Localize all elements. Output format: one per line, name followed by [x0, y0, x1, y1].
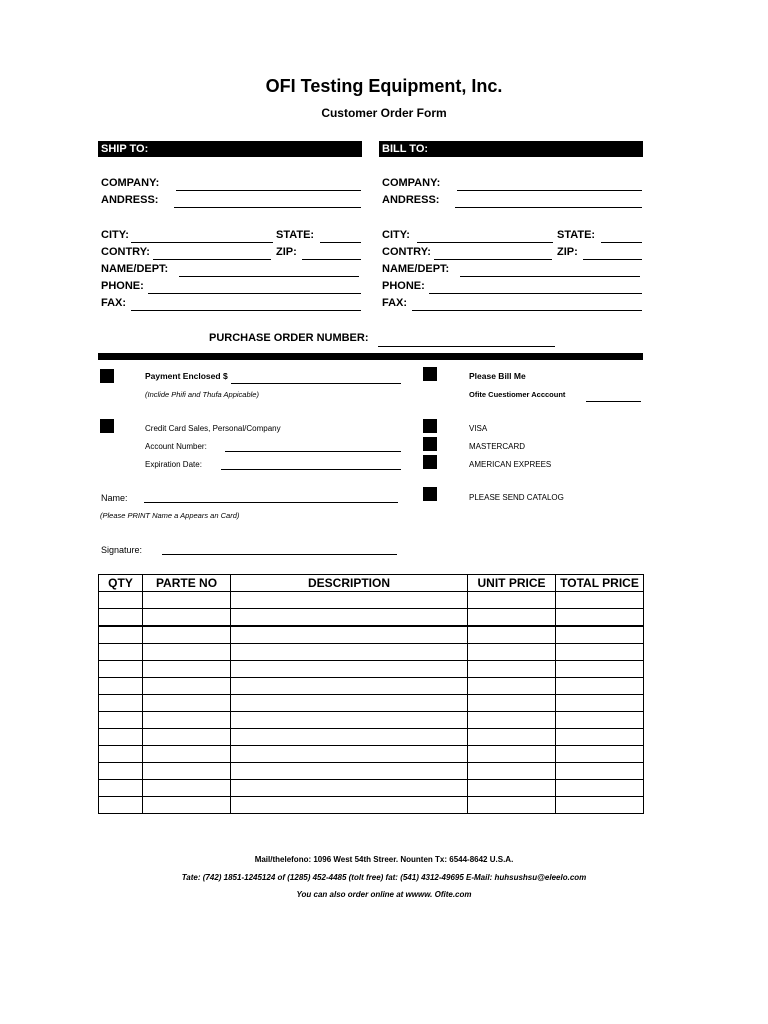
table-header-row: [99, 575, 644, 592]
table-row: [99, 746, 644, 763]
footer-online: You can also order online at wwww. Ofite.com: [296, 890, 472, 899]
description-cell[interactable]: [231, 763, 468, 780]
qty-cell[interactable]: [99, 609, 143, 627]
ship-fax-label: FAX:: [101, 297, 127, 309]
part-no-cell[interactable]: [143, 626, 231, 644]
bill-address-label: ANDRESS:: [382, 194, 440, 206]
part-no-cell[interactable]: [143, 695, 231, 712]
bill-company-field[interactable]: [457, 190, 642, 191]
table-body: [99, 592, 644, 814]
total-price-cell[interactable]: [556, 626, 644, 644]
payment-enclosed-note: (Inclide Phifi and Thufa Appicable): [145, 390, 259, 399]
total-price-cell[interactable]: [556, 678, 644, 695]
part-no-header: PARTE NO: [143, 575, 231, 592]
total-price-cell[interactable]: [556, 661, 644, 678]
part-no-cell[interactable]: [143, 609, 231, 627]
unit-price-cell[interactable]: [468, 746, 556, 763]
ship-name-field[interactable]: [179, 276, 359, 277]
bill-name-field[interactable]: [460, 276, 640, 277]
unit-price-cell[interactable]: [468, 712, 556, 729]
bill-fax-field[interactable]: [412, 310, 642, 311]
qty-cell[interactable]: [99, 626, 143, 644]
description-cell[interactable]: [231, 729, 468, 746]
visa-label: VISA: [469, 424, 488, 433]
ship-country-label: CONTRY:: [101, 246, 150, 258]
qty-cell[interactable]: [99, 695, 143, 712]
unit-price-cell[interactable]: [468, 695, 556, 712]
unit-price-cell[interactable]: [468, 780, 556, 797]
bill-name-label: NAME/DEPT:: [382, 263, 450, 275]
description-cell[interactable]: [231, 609, 468, 627]
qty-cell[interactable]: [99, 746, 143, 763]
table-row: [99, 729, 644, 746]
qty-header: QTY: [99, 575, 143, 592]
description-cell[interactable]: [231, 644, 468, 661]
total-price-header: TOTAL PRICE: [556, 575, 644, 592]
signature-label: Signature:: [101, 545, 143, 555]
description-cell[interactable]: [231, 712, 468, 729]
section-divider: [98, 353, 643, 360]
unit-price-cell[interactable]: [468, 763, 556, 780]
po-number-label: PURCHASE ORDER NUMBER:: [209, 332, 369, 344]
part-no-cell[interactable]: [143, 780, 231, 797]
customer-account-label: Ofite Cuestiomer Acccount: [469, 390, 566, 399]
ship-phone-label: PHONE:: [101, 280, 144, 292]
catalog-label: PLEASE SEND CATALOG: [469, 493, 564, 502]
qty-cell[interactable]: [99, 780, 143, 797]
part-no-cell[interactable]: [143, 644, 231, 661]
bill-phone-label: PHONE:: [382, 280, 425, 292]
bill-city-label: CITY:: [382, 229, 410, 241]
order-items-table: [98, 574, 644, 814]
bill-country-label: CONTRY:: [382, 246, 431, 258]
table-row: [99, 797, 644, 814]
description-cell[interactable]: [231, 746, 468, 763]
total-price-cell[interactable]: [556, 712, 644, 729]
bill-me-checkbox[interactable]: [423, 367, 437, 381]
part-no-cell[interactable]: [143, 746, 231, 763]
table-row: [99, 780, 644, 797]
qty-cell[interactable]: [99, 644, 143, 661]
bill-phone-field[interactable]: [429, 293, 642, 294]
amex-checkbox[interactable]: [423, 455, 437, 469]
part-no-cell[interactable]: [143, 712, 231, 729]
bill-country-field[interactable]: [434, 259, 552, 260]
table-row: [99, 678, 644, 695]
table-row: [99, 763, 644, 780]
table-row: [99, 626, 644, 644]
ship-state-label: STATE:: [276, 229, 315, 241]
part-no-cell[interactable]: [143, 729, 231, 746]
ship-to-header: SHIP TO:: [98, 141, 362, 157]
part-no-cell[interactable]: [143, 661, 231, 678]
description-cell[interactable]: [231, 592, 468, 609]
credit-card-checkbox[interactable]: [100, 419, 114, 433]
unit-price-cell[interactable]: [468, 661, 556, 678]
ship-fax-field[interactable]: [131, 310, 361, 311]
customer-account-field[interactable]: [586, 401, 641, 402]
amex-label: AMERICAN EXPREES: [469, 460, 552, 469]
description-cell[interactable]: [231, 780, 468, 797]
unit-price-cell[interactable]: [468, 678, 556, 695]
ship-address-label: ANDRESS:: [101, 194, 159, 206]
description-cell[interactable]: [231, 661, 468, 678]
company-title: OFI Testing Equipment, Inc.: [265, 76, 503, 96]
description-cell[interactable]: [231, 626, 468, 644]
ship-address-field[interactable]: [174, 207, 361, 208]
ship-country-field[interactable]: [153, 259, 271, 260]
ship-zip-field[interactable]: [302, 259, 361, 260]
description-header: DESCRIPTION: [231, 575, 468, 592]
mastercard-checkbox[interactable]: [423, 437, 437, 451]
form-title: Customer Order Form: [321, 106, 447, 120]
unit-price-header: UNIT PRICE: [468, 575, 556, 592]
bill-address-field[interactable]: [455, 207, 642, 208]
unit-price-cell[interactable]: [468, 644, 556, 661]
table-row: [99, 592, 644, 609]
total-price-cell[interactable]: [556, 797, 644, 814]
qty-cell[interactable]: [99, 763, 143, 780]
total-price-cell[interactable]: [556, 729, 644, 746]
name-label: Name:: [101, 493, 128, 503]
table-row: [99, 609, 644, 627]
total-price-cell[interactable]: [556, 592, 644, 609]
total-price-cell[interactable]: [556, 695, 644, 712]
account-number-field[interactable]: [225, 451, 401, 452]
visa-checkbox[interactable]: [423, 419, 437, 433]
description-cell[interactable]: [231, 695, 468, 712]
qty-cell[interactable]: [99, 729, 143, 746]
catalog-checkbox[interactable]: [423, 487, 437, 501]
table-row: [99, 661, 644, 678]
qty-cell[interactable]: [99, 712, 143, 729]
qty-cell[interactable]: [99, 661, 143, 678]
account-number-label: Account Number:: [145, 442, 207, 451]
payment-enclosed-field[interactable]: [231, 383, 401, 384]
mastercard-label: MASTERCARD: [469, 442, 526, 451]
part-no-cell[interactable]: [143, 592, 231, 609]
unit-price-cell[interactable]: [468, 797, 556, 814]
payment-enclosed-checkbox[interactable]: [100, 369, 114, 383]
cardholder-name-field[interactable]: [144, 502, 398, 503]
ship-city-label: CITY:: [101, 229, 129, 241]
footer-contact: Tate: (742) 1851-1245124 of (1285) 452-4485 (tolt free) fat: (541) 4312-49695 E-Mail: huhsushsu@eleelo.com: [181, 873, 587, 882]
unit-price-cell[interactable]: [468, 592, 556, 609]
bill-to-header: BILL TO:: [379, 141, 643, 157]
ship-company-label: COMPANY:: [101, 177, 160, 189]
qty-cell[interactable]: [99, 592, 143, 609]
footer-address: Mail/thelefono: 1096 West 54th Streer. Nounten Tx: 6544-8642 U.S.A.: [254, 855, 514, 864]
ship-phone-field[interactable]: [148, 293, 361, 294]
credit-card-label: Credit Card Sales, Personal/Company: [145, 424, 281, 433]
total-price-cell[interactable]: [556, 763, 644, 780]
description-cell[interactable]: [231, 678, 468, 695]
part-no-cell[interactable]: [143, 678, 231, 695]
qty-cell[interactable]: [99, 797, 143, 814]
table-row: [99, 644, 644, 661]
total-price-cell[interactable]: [556, 780, 644, 797]
table-row: [99, 695, 644, 712]
part-no-cell[interactable]: [143, 763, 231, 780]
bill-me-label: Please Bill Me: [469, 371, 526, 381]
bill-zip-field[interactable]: [583, 259, 642, 260]
ship-name-label: NAME/DEPT:: [101, 263, 169, 275]
unit-price-cell[interactable]: [468, 729, 556, 746]
qty-cell[interactable]: [99, 678, 143, 695]
payment-enclosed-label: Payment Enclosed $: [145, 371, 228, 381]
total-price-cell[interactable]: [556, 746, 644, 763]
expiration-date-field[interactable]: [221, 469, 401, 470]
total-price-cell[interactable]: [556, 644, 644, 661]
bill-zip-label: ZIP:: [557, 246, 578, 258]
unit-price-cell[interactable]: [468, 626, 556, 644]
ship-city-field[interactable]: [131, 242, 273, 243]
part-no-cell[interactable]: [143, 797, 231, 814]
unit-price-cell[interactable]: [468, 609, 556, 627]
expiration-date-label: Expiration Date:: [145, 460, 202, 469]
bill-state-field[interactable]: [601, 242, 642, 243]
bill-city-field[interactable]: [417, 242, 553, 243]
name-note: (Please PRINT Name a Appears an Card): [100, 511, 240, 520]
ship-state-field[interactable]: [320, 242, 361, 243]
total-price-cell[interactable]: [556, 609, 644, 627]
po-number-field[interactable]: [378, 346, 555, 347]
bill-fax-label: FAX:: [382, 297, 408, 309]
ship-zip-label: ZIP:: [276, 246, 297, 258]
ship-company-field[interactable]: [176, 190, 361, 191]
table-row: [99, 712, 644, 729]
bill-company-label: COMPANY:: [382, 177, 441, 189]
signature-field[interactable]: [162, 554, 397, 555]
bill-state-label: STATE:: [557, 229, 596, 241]
description-cell[interactable]: [231, 797, 468, 814]
